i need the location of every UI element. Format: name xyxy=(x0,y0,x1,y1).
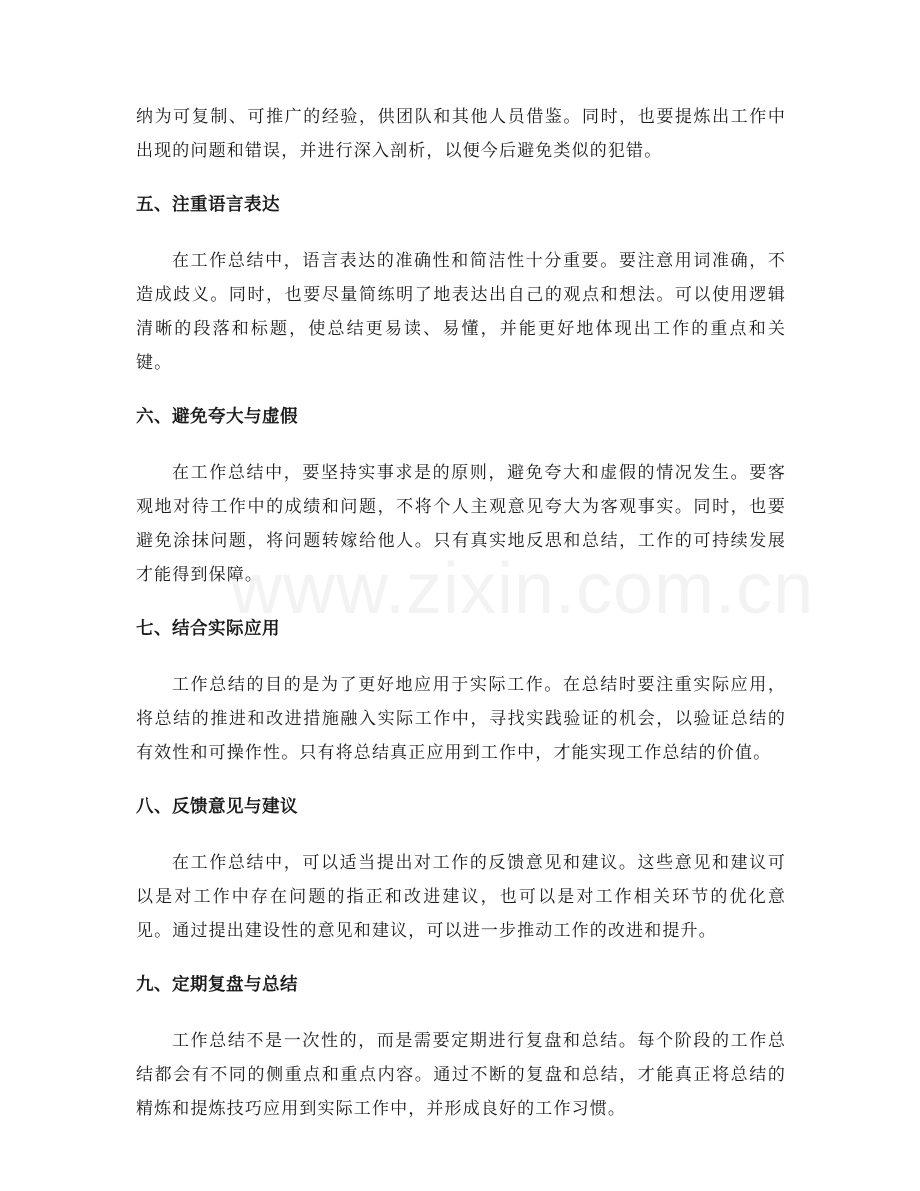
section-body-9: 工作总结不是一次性的，而是需要定期进行复盘和总结。每个阶段的工作总结都会有不同的侧重点和重点内容。通过不断的复盘和总结，才能真正将总结的精炼和提炼技巧应用到实际工作中，并形成良好的工作习惯。 xyxy=(136,1031,786,1119)
section-heading-9: 九、定期复盘与总结 xyxy=(136,975,298,995)
section-heading-7: 七、结合实际应用 xyxy=(136,619,280,639)
section-body-8: 在工作总结中，可以适当提出对工作的反馈意见和建议。这些意见和建议可以是对工作中存在问题的指正和改进建议，也可以是对工作相关环节的优化意见。通过提出建设性的意见和建议，可以进一步推动工作的改进和提升。 xyxy=(136,853,786,941)
section-body-6: 在工作总结中，要坚持实事求是的原则，避免夸大和虚假的情况发生。要客观地对待工作中的成绩和问题，不将个人主观意见夸大为客观事实。同时，也要避免涂抹问题，将问题转嫁给他人。只有真实地反思和总结，工作的可持续发展才能得到保障。 xyxy=(136,463,786,585)
section-heading-6: 六、避免夸大与虚假 xyxy=(136,407,298,427)
intro-paragraph: 纳为可复制、可推广的经验，供团队和其他人员借鉴。同时，也要提炼出工作中出现的问题和错误，并进行深入剖析，以便今后避免类似的犯错。 xyxy=(136,107,786,161)
section-body-7: 工作总结的目的是为了更好地应用于实际工作。在总结时要注重实际应用，将总结的推进和改进措施融入实际工作中，寻找实践验证的机会，以验证总结的有效性和可操作性。只有将总结真正应用到工作中，才能实现工作总结的价值。 xyxy=(136,675,786,763)
document-page xyxy=(136,100,786,1126)
watermark: www.zixin.com.cn xyxy=(230,549,815,629)
section-body-5: 在工作总结中，语言表达的准确性和简洁性十分重要。要注意用词准确，不造成歧义。同时，也要尽量简练明了地表达出自己的观点和想法。可以使用逻辑清晰的段落和标题，使总结更易读、易懂，并能更好地体现出工作的重点和关键。 xyxy=(136,251,786,373)
section-heading-5: 五、注重语言表达 xyxy=(136,195,280,215)
section-heading-8: 八、反馈意见与建议 xyxy=(136,797,298,817)
